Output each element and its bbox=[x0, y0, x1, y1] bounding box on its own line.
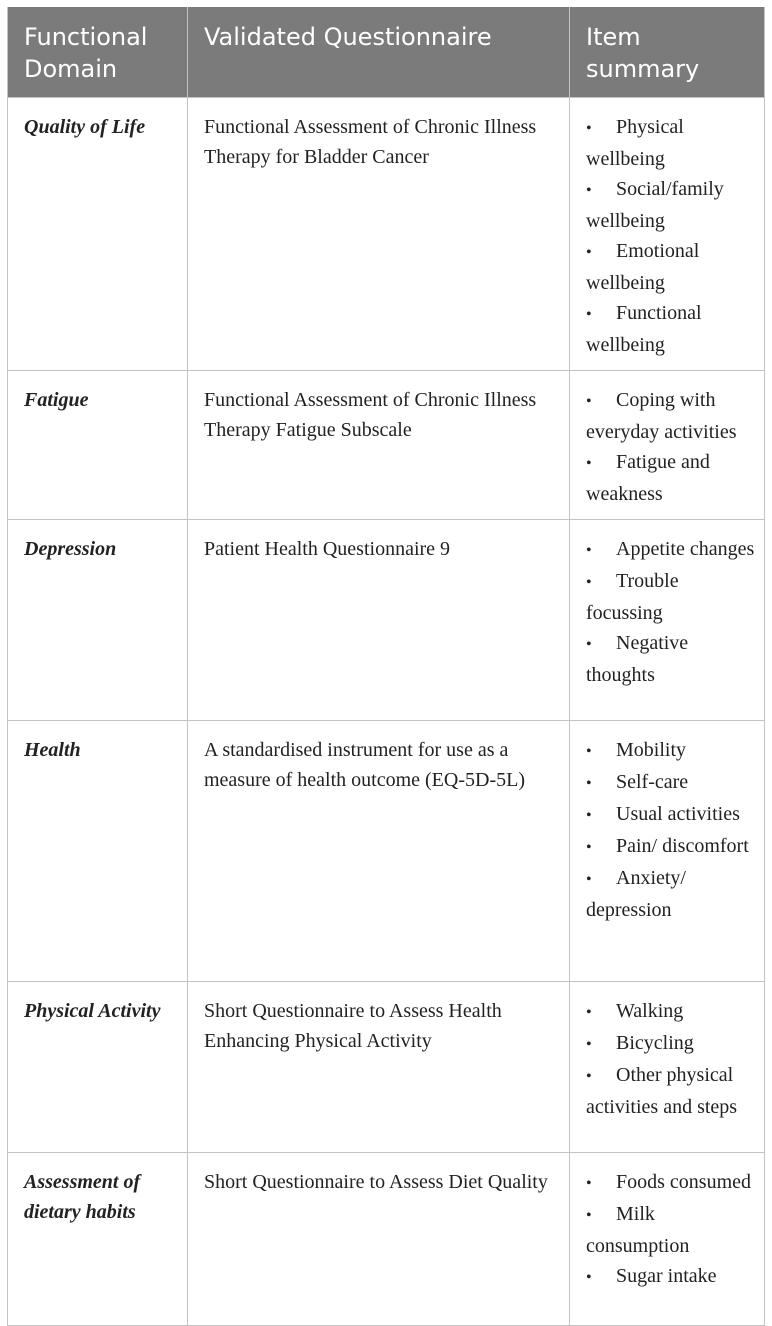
item-text: Fatigue and weakness bbox=[586, 451, 710, 505]
bullet-icon: • bbox=[586, 1004, 592, 1021]
item-text: Pain/ discomfort bbox=[616, 835, 749, 857]
bullet-icon: • bbox=[586, 393, 592, 410]
domain-cell: Fatigue bbox=[8, 371, 188, 520]
bullet-icon: • bbox=[586, 1068, 592, 1085]
list-item bbox=[586, 628, 758, 690]
list-item bbox=[586, 112, 758, 174]
header-item-summary: Item summary bbox=[570, 7, 765, 98]
questionnaire-cell: Functional Assessment of Chronic Illness Therapy for Bladder Cancer bbox=[188, 98, 570, 371]
item-text: Physical wellbeing bbox=[586, 116, 684, 170]
bullet-icon: • bbox=[586, 743, 592, 760]
table-row bbox=[8, 721, 765, 982]
list-item bbox=[586, 298, 758, 360]
bullet-icon: • bbox=[586, 839, 592, 856]
item-summary-cell bbox=[570, 982, 765, 1153]
item-text: Negative thoughts bbox=[586, 632, 689, 686]
item-text: Functional wellbeing bbox=[586, 302, 702, 356]
header-row bbox=[8, 7, 765, 98]
table-header bbox=[8, 7, 765, 98]
list-item bbox=[586, 863, 758, 925]
list-item bbox=[586, 1060, 758, 1122]
list-item bbox=[586, 799, 758, 831]
questionnaire-cell: Short Questionnaire to Assess Health Enhancing Physical Activity bbox=[188, 982, 570, 1153]
questionnaire-cell: Short Questionnaire to Assess Diet Quality bbox=[188, 1153, 570, 1326]
item-text: Emotional wellbeing bbox=[586, 240, 700, 294]
questionnaire-cell: Functional Assessment of Chronic Illness Therapy Fatigue Subscale bbox=[188, 371, 570, 520]
table-row bbox=[8, 982, 765, 1153]
bullet-icon: • bbox=[586, 574, 592, 591]
list-item bbox=[586, 1028, 758, 1060]
item-text: Self-care bbox=[616, 771, 689, 793]
bullet-icon: • bbox=[586, 775, 592, 792]
list-item bbox=[586, 566, 758, 628]
item-text: Bicycling bbox=[616, 1032, 694, 1054]
bullet-icon: • bbox=[586, 1175, 592, 1192]
table-row bbox=[8, 371, 765, 520]
table-body bbox=[8, 98, 765, 1326]
item-text: Foods consumed bbox=[616, 1171, 751, 1193]
item-text: Usual activities bbox=[616, 803, 740, 825]
item-summary-cell bbox=[570, 371, 765, 520]
bullet-icon: • bbox=[586, 182, 592, 199]
list-item bbox=[586, 447, 758, 509]
list-item bbox=[586, 1261, 758, 1293]
list-item bbox=[586, 831, 758, 863]
questionnaire-cell: Patient Health Questionnaire 9 bbox=[188, 520, 570, 721]
list-item bbox=[586, 1167, 758, 1199]
item-text: Other physical activities and steps bbox=[586, 1064, 738, 1118]
item-text: Anxiety/ depression bbox=[586, 867, 686, 921]
bullet-icon: • bbox=[586, 306, 592, 323]
list-item bbox=[586, 534, 758, 566]
item-text: Milk consumption bbox=[586, 1203, 690, 1257]
questionnaire-cell: A standardised instrument for use as a measure of health outcome (EQ-5D-5L) bbox=[188, 721, 570, 982]
header-validated-questionnaire: Validated Questionnaire bbox=[188, 7, 570, 98]
item-summary-cell bbox=[570, 520, 765, 721]
list-item bbox=[586, 1199, 758, 1261]
bullet-icon: • bbox=[586, 1269, 592, 1286]
domain-cell: Health bbox=[8, 721, 188, 982]
list-item bbox=[586, 767, 758, 799]
list-item bbox=[586, 735, 758, 767]
bullet-icon: • bbox=[586, 871, 592, 888]
item-text: Mobility bbox=[616, 739, 687, 761]
header-functional-domain: Functional Domain bbox=[8, 7, 188, 98]
item-summary-cell bbox=[570, 721, 765, 982]
bullet-icon: • bbox=[586, 1207, 592, 1224]
domain-cell: Assessment of dietary habits bbox=[8, 1153, 188, 1326]
list-item bbox=[586, 174, 758, 236]
list-item bbox=[586, 385, 758, 447]
item-text: Walking bbox=[616, 1000, 684, 1022]
bullet-icon: • bbox=[586, 244, 592, 261]
bullet-icon: • bbox=[586, 120, 592, 137]
table-row bbox=[8, 98, 765, 371]
bullet-icon: • bbox=[586, 807, 592, 824]
list-item bbox=[586, 236, 758, 298]
bullet-icon: • bbox=[586, 542, 592, 559]
table-row bbox=[8, 520, 765, 721]
item-summary-cell bbox=[570, 98, 765, 371]
list-item bbox=[586, 996, 758, 1028]
item-text: Social/family wellbeing bbox=[586, 178, 724, 232]
item-summary-cell bbox=[570, 1153, 765, 1326]
questionnaire-table bbox=[7, 7, 765, 1326]
bullet-icon: • bbox=[586, 455, 592, 472]
item-text: Coping with everyday activities bbox=[586, 389, 737, 443]
item-text: Appetite changes bbox=[616, 538, 755, 560]
item-text: Trouble focussing bbox=[586, 570, 679, 624]
domain-cell: Physical Activity bbox=[8, 982, 188, 1153]
item-text: Sugar intake bbox=[616, 1265, 717, 1287]
bullet-icon: • bbox=[586, 1036, 592, 1053]
domain-cell: Quality of Life bbox=[8, 98, 188, 371]
table-row bbox=[8, 1153, 765, 1326]
bullet-icon: • bbox=[586, 636, 592, 653]
domain-cell: Depression bbox=[8, 520, 188, 721]
